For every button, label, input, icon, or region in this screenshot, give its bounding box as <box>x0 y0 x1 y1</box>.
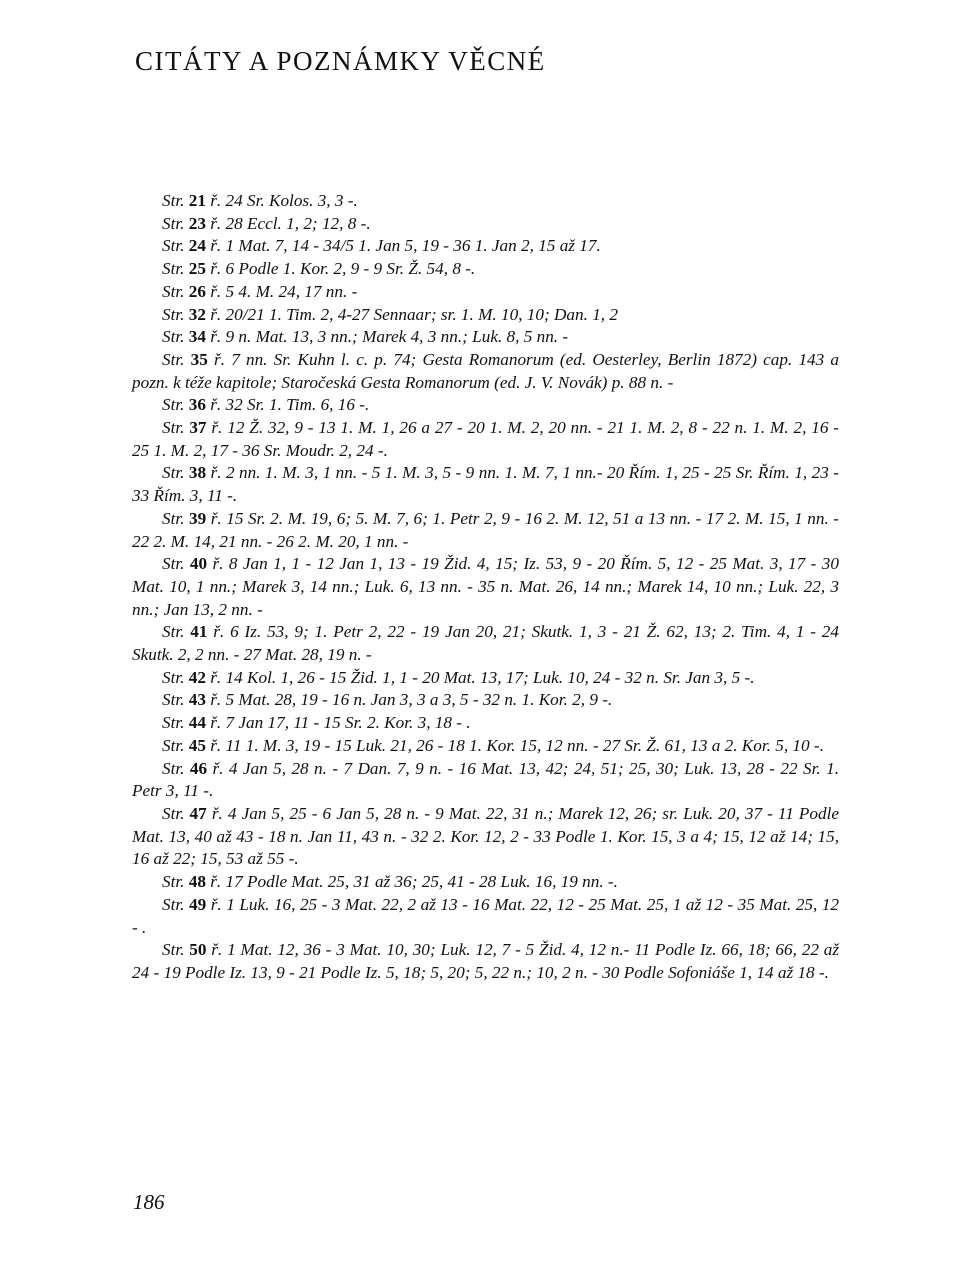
note-line-label: ř. <box>210 281 222 301</box>
note-text: 15 Sr. 2. M. 19, 6; 5. M. 7, 6; 1. Petr 2, 9 - 16 2. M. 12, 51 a 13 nn. - 17 2. M. 15, 1 nn. - 22 2. M. 14, 21 nn. - 26 2. M. 20, 1 nn. - <box>132 508 840 551</box>
note-entry <box>132 894 839 939</box>
note-str-label: Str. <box>162 281 185 301</box>
note-entry <box>132 349 839 394</box>
page-title: CITÁTY A POZNÁMKY VĚCNÉ <box>135 46 546 76</box>
note-str-label: Str. <box>162 259 185 279</box>
note-entry <box>132 689 839 712</box>
note-text: 7 nn. Sr. Kuhn l. c. p. 74; Gesta Romanorum (ed. Oesterley, Berlin 1872) cap. 143 a pozn. k téže kapitole; Staročeská Gesta Romanorum (ed. J. V. Novák) p. 88 n. - <box>132 349 840 392</box>
note-str-label: Str. <box>162 940 185 960</box>
note-str-label: Str. <box>162 622 185 642</box>
note-page-number: 24 <box>188 236 206 256</box>
note-line-label: ř. <box>210 735 222 755</box>
note-page-number: 21 <box>188 191 206 210</box>
note-page-number: 40 <box>189 554 208 574</box>
note-str-label: Str. <box>162 667 185 687</box>
note-str-label: Str. <box>162 304 185 324</box>
note-text: 8 Jan 1, 1 - 12 Jan 1, 13 - 19 Žid. 4, 15; Iz. 53, 9 - 20 Řím. 5, 12 - 25 Mat. 3, 17 - 30 Mat. 10, 1 nn.; Marek 3, 14 nn.; Luk. 6, 13 nn. - 35 n. Mat. 26, 14 nn.; Marek 14, 10 nn.; Luk. 22, 3 nn.; Jan 13, 2 nn. - <box>132 554 839 619</box>
note-page-number: 50 <box>189 940 207 960</box>
note-entry <box>132 462 839 507</box>
note-line-label: ř. <box>210 213 222 233</box>
note-line-label: ř. <box>210 667 222 687</box>
note-entry <box>132 304 839 327</box>
note-str-label: Str. <box>162 213 185 233</box>
note-text: 4 Jan 5, 28 n. - 7 Dan. 7, 9 n. - 16 Mat. 13, 42; 24, 51; 25, 30; Luk. 13, 28 - 22 Sr. 1. Petr 3, 11 -. <box>132 758 840 801</box>
note-line-label: ř. <box>210 304 222 324</box>
note-page-number: 26 <box>188 281 206 301</box>
note-page-number: 49 <box>188 894 207 914</box>
note-page-number: 35 <box>190 349 208 369</box>
note-entry <box>132 417 839 462</box>
note-line-label: ř. <box>211 418 223 438</box>
note-line-label: ř. <box>212 758 224 778</box>
note-text: 6 Iz. 53, 9; 1. Petr 2, 22 - 19 Jan 20, 21; Skutk. 1, 3 - 21 Ž. 62, 13; 2. Tim. 4, 1 - 24 Skutk. 2, 2 nn. - 27 Mat. 28, 19 n. - <box>132 622 839 665</box>
note-page-number: 38 <box>188 463 207 483</box>
note-entry <box>132 667 839 690</box>
note-str-label: Str. <box>162 395 185 415</box>
note-text: 1 Mat. 7, 14 - 34/5 1. Jan 5, 19 - 36 1. Jan 2, 15 až 17. <box>225 236 601 256</box>
note-text: 5 Mat. 28, 19 - 16 n. Jan 3, 3 a 3, 5 - 32 n. 1. Kor. 2, 9 -. <box>225 690 613 710</box>
note-line-label: ř. <box>210 191 222 210</box>
note-entry <box>132 871 839 894</box>
note-page-number: 46 <box>189 758 208 778</box>
note-text: 11 1. M. 3, 19 - 15 Luk. 21, 26 - 18 1. Kor. 15, 12 nn. - 27 Sr. Ž. 61, 13 a 2. Kor. 5, 10 -. <box>225 735 824 755</box>
page-number: 186 <box>133 1190 165 1214</box>
note-entry <box>132 758 839 803</box>
note-text: 9 n. Mat. 13, 3 nn.; Marek 4, 3 nn.; Luk. 8, 5 nn. - <box>225 327 569 347</box>
note-line-label: ř. <box>210 713 222 733</box>
note-entry <box>132 735 839 758</box>
note-str-label: Str. <box>162 463 185 483</box>
note-str-label: Str. <box>162 349 185 369</box>
note-page-number: 48 <box>188 872 206 892</box>
note-text: 6 Podle 1. Kor. 2, 9 - 9 Sr. Ž. 54, 8 -. <box>225 259 476 279</box>
note-page-number: 39 <box>188 508 207 528</box>
note-page-number: 44 <box>188 713 206 733</box>
note-page-number: 23 <box>188 213 206 233</box>
note-entry <box>132 939 839 984</box>
note-text: 5 4. M. 24, 17 nn. - <box>225 281 358 301</box>
note-str-label: Str. <box>162 327 185 347</box>
note-page-number: 45 <box>188 735 206 755</box>
note-line-label: ř. <box>210 894 222 914</box>
note-entry <box>132 213 839 236</box>
note-text: 4 Jan 5, 25 - 6 Jan 5, 28 n. - 9 Mat. 22, 31 n.; Marek 12, 26; sr. Luk. 20, 37 - 11 Podle Mat. 13, 40 až 43 - 18 n. Jan 11, 43 n. - 32 2. Kor. 12, 2 - 33 Podle 1. Kor. 15, 3 a 4; 15, 12 až 14; 15, 16 až 22; 15, 53 až 55 -. <box>132 803 840 869</box>
note-page-number: 41 <box>190 622 208 642</box>
note-text: 12 Ž. 32, 9 - 13 1. M. 1, 26 a 27 - 20 1. M. 2, 20 nn. - 21 1. M. 2, 8 - 22 n. 1. M. 2, 16 - 25 1. M. 2, 17 - 36 Sr. Moudr. 2, 24 -. <box>132 418 840 460</box>
note-text: 17 Podle Mat. 25, 31 až 36; 25, 41 - 28 Luk. 16, 19 nn. -. <box>225 872 618 892</box>
note-entry <box>132 235 839 258</box>
note-page-number: 47 <box>189 803 207 823</box>
note-line-label: ř. <box>210 395 222 415</box>
note-entry <box>132 621 839 666</box>
note-str-label: Str. <box>162 758 185 778</box>
note-line-label: ř. <box>210 690 222 710</box>
note-text: 2 nn. 1. M. 3, 1 nn. - 5 1. M. 3, 5 - 9 nn. 1. M. 7, 1 nn.- 20 Řím. 1, 25 - 25 Sr. Řím. 1, 23 - 33 Řím. 3, 11 -. <box>132 463 839 506</box>
note-text: 1 Luk. 16, 25 - 3 Mat. 22, 2 až 13 - 16 Mat. 22, 12 - 25 Mat. 25, 1 až 12 - 35 Mat. 25, 12 - . <box>132 894 840 937</box>
note-str-label: Str. <box>162 872 185 892</box>
note-str-label: Str. <box>162 418 185 438</box>
note-entry <box>132 508 839 553</box>
note-line-label: ř. <box>212 554 224 574</box>
notes-list <box>132 190 839 985</box>
note-line-label: ř. <box>214 349 226 369</box>
note-text: 28 Eccl. 1, 2; 12, 8 -. <box>225 213 371 233</box>
note-str-label: Str. <box>162 803 185 823</box>
note-line-label: ř. <box>210 327 222 347</box>
note-str-label: Str. <box>162 735 185 755</box>
note-line-label: ř. <box>210 259 222 279</box>
note-text: 20/21 1. Tim. 2, 4-27 Sennaar; sr. 1. M. 10, 10; Dan. 1, 2 <box>225 304 618 324</box>
note-page-number: 37 <box>189 418 207 438</box>
note-line-label: ř. <box>211 803 223 823</box>
note-line-label: ř. <box>210 872 222 892</box>
note-page-number: 36 <box>188 395 206 415</box>
note-str-label: Str. <box>162 191 185 210</box>
note-page-number: 43 <box>188 690 206 710</box>
note-str-label: Str. <box>162 236 185 256</box>
note-str-label: Str. <box>162 554 185 574</box>
note-text: 7 Jan 17, 11 - 15 Sr. 2. Kor. 3, 18 - . <box>225 713 471 733</box>
note-str-label: Str. <box>162 713 185 733</box>
note-page-number: 34 <box>188 327 206 347</box>
note-line-label: ř. <box>210 508 222 528</box>
note-str-label: Str. <box>162 690 185 710</box>
note-str-label: Str. <box>162 894 185 914</box>
note-text: 32 Sr. 1. Tim. 6, 16 -. <box>225 395 370 415</box>
note-str-label: Str. <box>162 508 185 528</box>
note-entry <box>132 553 839 621</box>
note-page-number: 32 <box>188 304 206 324</box>
note-page-number: 25 <box>188 259 206 279</box>
note-entry <box>132 190 839 213</box>
note-entry <box>132 394 839 417</box>
note-entry <box>132 712 839 735</box>
note-line-label: ř. <box>210 236 222 256</box>
note-line-label: ř. <box>211 940 223 960</box>
note-entry <box>132 281 839 304</box>
note-line-label: ř. <box>213 622 225 642</box>
note-entry <box>132 326 839 349</box>
note-page-number: 42 <box>188 667 206 687</box>
note-line-label: ř. <box>210 463 222 483</box>
note-entry <box>132 803 839 871</box>
note-text: 14 Kol. 1, 26 - 15 Žid. 1, 1 - 20 Mat. 13, 17; Luk. 10, 24 - 32 n. Sr. Jan 3, 5 -. <box>225 667 755 687</box>
note-text: 1 Mat. 12, 36 - 3 Mat. 10, 30; Luk. 12, 7 - 5 Žid. 4, 12 n.- 11 Podle Iz. 66, 18; 66, 22 až 24 - 19 Podle Iz. 13, 9 - 21 Podle Iz. 5, 18; 5, 20; 5, 22 n.; 10, 2 n. - 30 Podle Sofoniáše 1, 14 až 18 -. <box>132 940 840 982</box>
note-text: 24 Sr. Kolos. 3, 3 -. <box>225 191 358 210</box>
note-entry <box>132 258 839 281</box>
